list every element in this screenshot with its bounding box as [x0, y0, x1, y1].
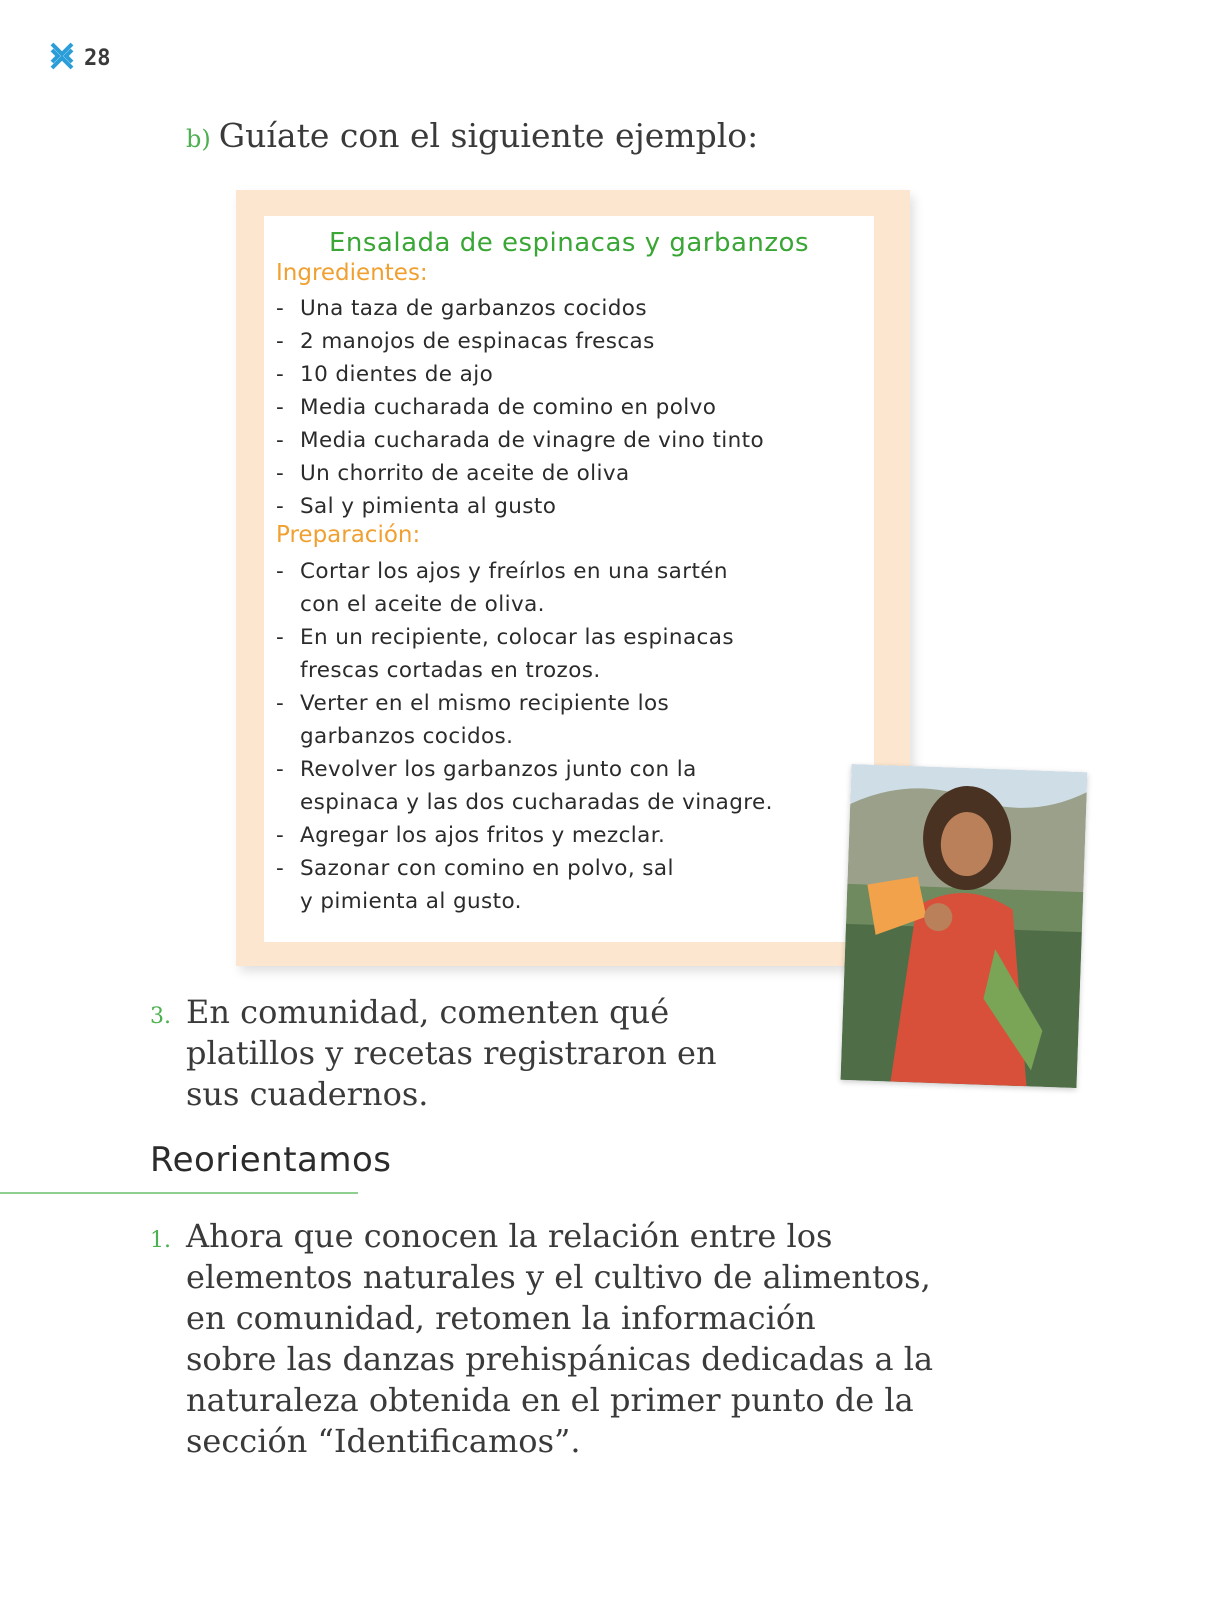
girl-with-carrots-photo [841, 764, 1088, 1088]
activity-line: sus cuadernos. [186, 1075, 429, 1113]
instruction-b [186, 116, 758, 155]
ingredient-item: - Un chorrito de aceite de oliva [276, 461, 630, 486]
recipe-card [264, 216, 874, 942]
preparation-step-continued: frescas cortadas en trozos. [300, 658, 601, 683]
ingredient-item: - Una taza de garbanzos cocidos [276, 296, 647, 321]
activity-number: 3. [150, 1004, 171, 1029]
section-title: Reorientamos [150, 1140, 392, 1180]
preparation-step: - En un recipiente, colocar las espinacas [276, 625, 734, 650]
recipe-title: Ensalada de espinacas y garbanzos [328, 228, 810, 258]
instruction-text: Guíate con el siguiente ejemplo: [218, 116, 759, 155]
activity-line: Ahora que conocen la relación entre los [186, 1217, 833, 1255]
activity-line: naturaleza obtenida en el primer punto de la [186, 1381, 914, 1419]
preparation-step-continued: con el aceite de oliva. [300, 592, 545, 617]
ingredient-item: - 10 dientes de ajo [276, 362, 494, 387]
activity-line: en comunidad, retomen la información [186, 1299, 816, 1337]
ingredients-heading: Ingredientes: [276, 260, 428, 286]
preparation-step-continued: y pimienta al gusto. [300, 889, 522, 914]
preparation-step: - Revolver los garbanzos junto con la [276, 757, 697, 782]
preparation-step-continued: garbanzos cocidos. [300, 724, 514, 749]
preparation-step: - Sazonar con comino en polvo, sal [276, 856, 674, 881]
recipe-frame [236, 190, 910, 966]
preparation-step: - Agregar los ajos fritos y mezclar. [276, 823, 666, 848]
diamond-pattern-icon [48, 40, 76, 76]
activity-1 [150, 1216, 933, 1462]
activity-line: sección “Identificamos”. [186, 1422, 581, 1460]
activity-line: elementos naturales y el cultivo de alimentos, [186, 1258, 931, 1296]
preparation-step: - Cortar los ajos y freírlos en una sartén [276, 559, 728, 584]
ingredient-item: - Sal y pimienta al gusto [276, 494, 557, 519]
instruction-letter: b) [186, 125, 211, 153]
activity-line: sobre las danzas prehispánicas dedicadas a la [186, 1340, 934, 1378]
ingredient-item: - 2 manojos de espinacas frescas [276, 329, 655, 354]
preparation-step: - Verter en el mismo recipiente los [276, 691, 670, 716]
page-header [48, 40, 111, 76]
activity-number: 1. [150, 1228, 171, 1253]
preparation-heading: Preparación: [276, 522, 421, 548]
ingredient-item: - Media cucharada de comino en polvo [276, 395, 717, 420]
preparation-step-continued: espinaca y las dos cucharadas de vinagre. [300, 790, 773, 815]
page-number: 28 [84, 45, 111, 71]
ingredient-item: - Media cucharada de vinagre de vino tinto [276, 428, 765, 453]
activity-line: En comunidad, comenten qué [186, 993, 670, 1031]
activity-line: platillos y recetas registraron en [186, 1034, 717, 1072]
section-divider [0, 1192, 358, 1194]
activity-3 [150, 992, 717, 1115]
